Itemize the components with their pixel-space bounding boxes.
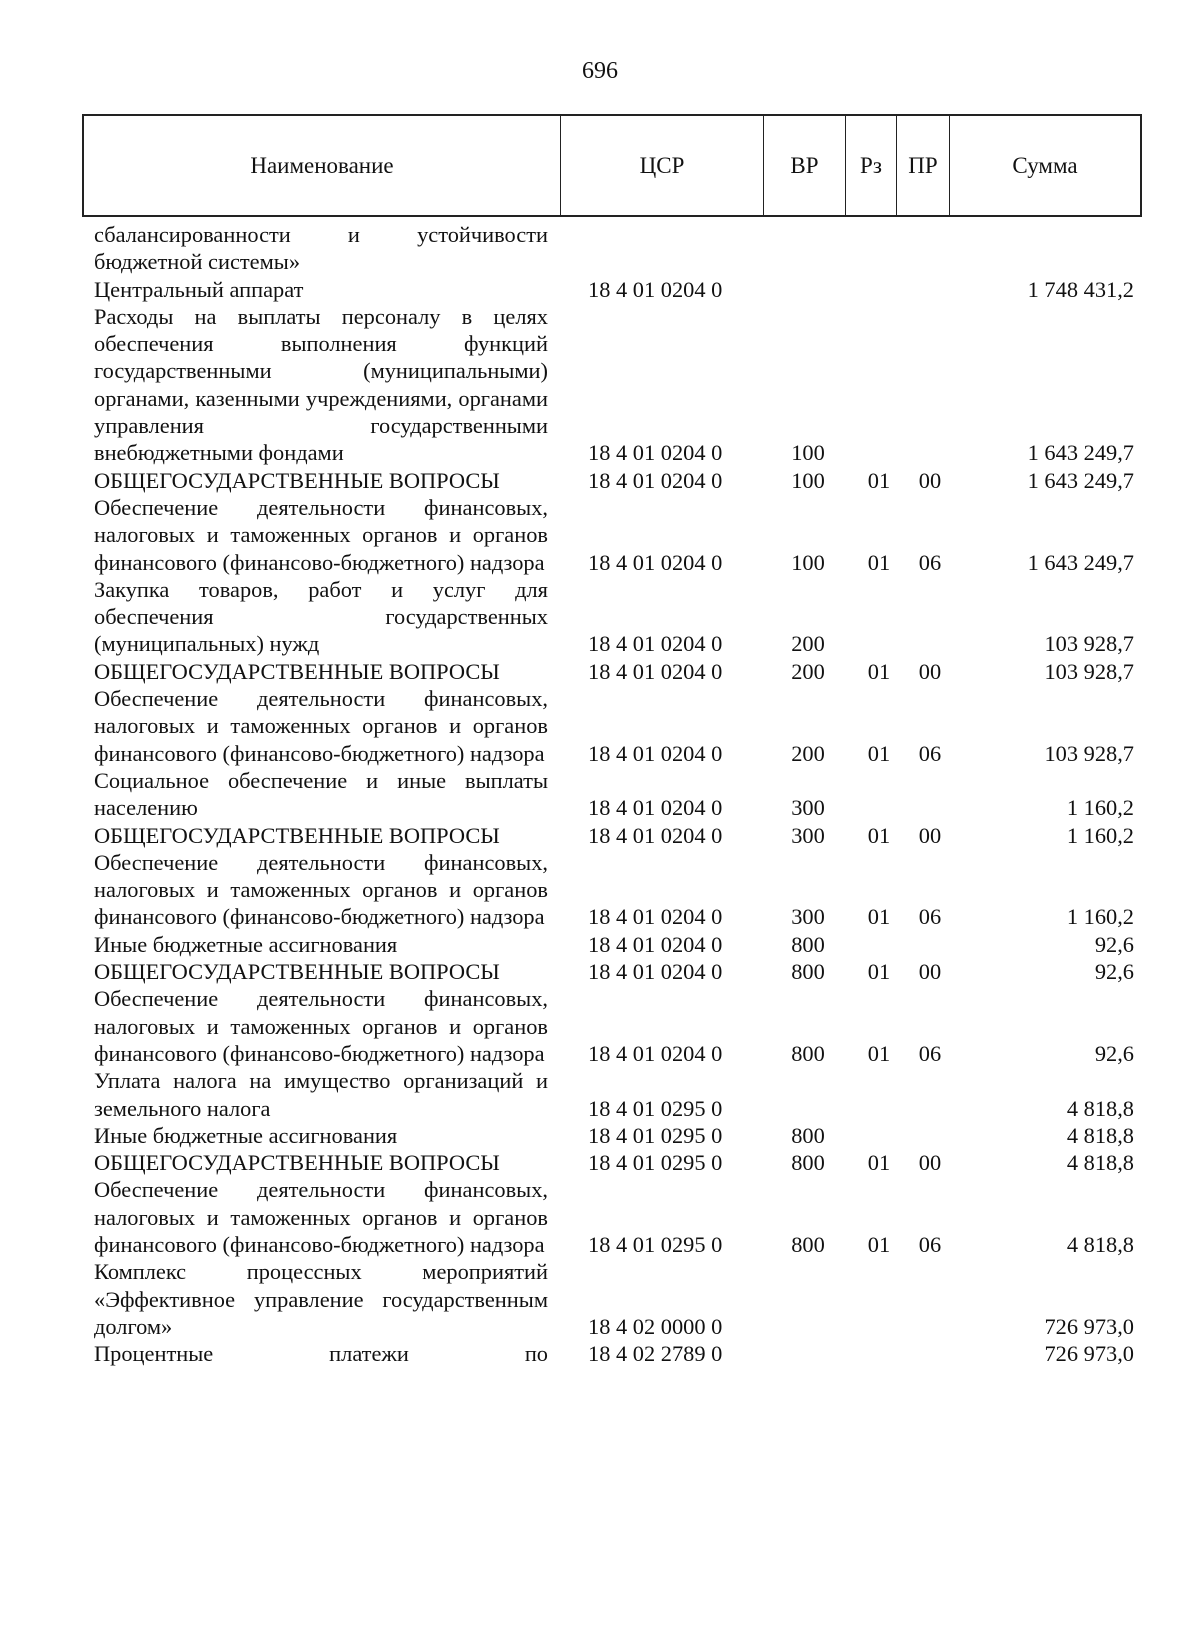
row-vr: 100	[791, 440, 825, 466]
row-rz: 01	[867, 658, 891, 684]
row-sum: 726 973,0	[1044, 1341, 1134, 1367]
table-row	[94, 494, 1134, 576]
row-rz: 01	[867, 549, 891, 575]
row-sum: 4 818,8	[1066, 1231, 1134, 1257]
row-sum: 1 748 431,2	[1027, 276, 1134, 302]
row-name: Иные бюджетные ассигнования	[94, 1122, 398, 1148]
row-sum: 103 928,7	[1044, 631, 1134, 657]
row-name: Комплекс процессных мероприятий «Эффективное управление государственным долгом»	[94, 1259, 548, 1339]
row-csr: 18 4 01 0295 0	[588, 1231, 723, 1257]
row-sum: 92,6	[1094, 1040, 1134, 1066]
row-rz: 01	[867, 959, 891, 985]
row-csr: 18 4 01 0204 0	[588, 795, 723, 821]
row-vr: 800	[791, 1122, 825, 1148]
row-sum: 1 160,2	[1066, 795, 1134, 821]
row-csr: 18 4 01 0204 0	[588, 549, 723, 575]
row-csr: 18 4 01 0204 0	[588, 740, 723, 766]
row-sum: 92,6	[1094, 931, 1134, 957]
row-name: Обеспечение деятельности финансовых, налоговых и таможенных органов и органов финансового (финансово-бюджетного) надзора	[94, 1177, 548, 1257]
table-row	[94, 1340, 1134, 1367]
header-vr: ВР	[764, 116, 846, 215]
row-name: Центральный аппарат	[94, 276, 304, 302]
row-sum: 92,6	[1094, 959, 1134, 985]
row-sum: 1 643 249,7	[1027, 440, 1134, 466]
table-row	[94, 1176, 1134, 1258]
row-pr: 00	[918, 467, 942, 493]
row-sum: 726 973,0	[1044, 1313, 1134, 1339]
header-rz: Рз	[846, 116, 897, 215]
row-name: Уплата налога на имущество организаций и земельного налога	[94, 1068, 548, 1121]
row-name: Обеспечение деятельности финансовых, налоговых и таможенных органов и органов финансового (финансово-бюджетного) надзора	[94, 986, 548, 1066]
row-rz: 01	[867, 740, 891, 766]
table-row	[94, 576, 1134, 658]
row-rz: 01	[867, 822, 891, 848]
row-name: Расходы на выплаты персоналу в целях обеспечения выполнения функций государственными (муниципальными) органами, казенными учреждениями, органами управления государственными внебюджетными фондами	[94, 303, 548, 466]
row-name: ОБЩЕГОСУДАРСТВЕННЫЕ ВОПРОСЫ	[94, 822, 500, 848]
row-vr: 300	[791, 822, 825, 848]
row-csr: 18 4 01 0204 0	[588, 440, 723, 466]
row-pr: 00	[918, 822, 942, 848]
row-pr: 00	[918, 658, 942, 684]
row-pr: 06	[918, 1231, 942, 1257]
table-row	[94, 767, 1134, 822]
row-name: Процентные платежи по	[94, 1341, 548, 1367]
row-csr: 18 4 01 0204 0	[588, 467, 723, 493]
row-vr: 300	[791, 904, 825, 930]
row-csr: 18 4 01 0204 0	[588, 658, 723, 684]
table-body	[94, 221, 1134, 1367]
row-csr: 18 4 01 0204 0	[588, 631, 723, 657]
row-sum: 4 818,8	[1066, 1150, 1134, 1176]
table-row	[94, 1149, 1134, 1176]
row-pr: 00	[918, 1150, 942, 1176]
row-csr: 18 4 01 0204 0	[588, 904, 723, 930]
table-row	[94, 958, 1134, 985]
row-vr: 100	[791, 549, 825, 575]
row-rz: 01	[867, 1231, 891, 1257]
row-name: Обеспечение деятельности финансовых, налоговых и таможенных органов и органов финансового (финансово-бюджетного) надзора	[94, 494, 548, 575]
row-name: Социальное обеспечение и иные выплаты населению	[94, 767, 548, 821]
table-row	[94, 1067, 1134, 1122]
row-rz: 01	[867, 1040, 891, 1066]
row-csr: 18 4 01 0204 0	[588, 959, 723, 985]
table-row	[94, 822, 1134, 849]
page-number: 696	[582, 58, 618, 84]
row-name: ОБЩЕГОСУДАРСТВЕННЫЕ ВОПРОСЫ	[94, 1150, 500, 1176]
row-vr: 800	[791, 931, 825, 957]
row-sum: 1 160,2	[1066, 822, 1134, 848]
row-csr: 18 4 01 0204 0	[588, 1040, 723, 1066]
header-name: Наименование	[84, 116, 561, 215]
row-name: ОБЩЕГОСУДАРСТВЕННЫЕ ВОПРОСЫ	[94, 959, 500, 985]
row-name: ОБЩЕГОСУДАРСТВЕННЫЕ ВОПРОСЫ	[94, 658, 500, 684]
row-name: Закупка товаров, работ и услуг для обеспечения государственных (муниципальных) нужд	[94, 576, 548, 657]
table-row	[94, 931, 1134, 958]
header-csr: ЦСР	[561, 116, 764, 215]
row-vr: 300	[791, 795, 825, 821]
row-rz: 01	[867, 904, 891, 930]
table-row	[94, 467, 1134, 494]
table-row	[94, 276, 1134, 303]
table-row	[94, 985, 1134, 1067]
row-name: сбалансированности и устойчивости бюджетной системы»	[94, 222, 548, 275]
table-row	[94, 849, 1134, 931]
table-row	[94, 303, 1134, 467]
row-sum: 1 643 249,7	[1027, 549, 1134, 575]
row-csr: 18 4 01 0295 0	[588, 1095, 723, 1121]
table-row	[94, 1258, 1134, 1340]
row-vr: 800	[791, 1231, 825, 1257]
header-pr: ПР	[897, 116, 950, 215]
row-vr: 800	[791, 959, 825, 985]
row-sum: 4 818,8	[1066, 1122, 1134, 1148]
row-csr: 18 4 01 0204 0	[588, 276, 723, 302]
row-sum: 103 928,7	[1044, 740, 1134, 766]
row-name: Обеспечение деятельности финансовых, налоговых и таможенных органов и органов финансового (финансово-бюджетного) надзора	[94, 849, 548, 930]
row-pr: 06	[918, 549, 942, 575]
table-row	[94, 685, 1134, 767]
row-rz: 01	[867, 467, 891, 493]
row-pr: 06	[918, 904, 942, 930]
header-sum: Сумма	[1012, 152, 1078, 178]
row-vr: 800	[791, 1150, 825, 1176]
row-csr: 18 4 02 0000 0	[588, 1313, 723, 1339]
row-pr: 06	[918, 740, 942, 766]
table-row	[94, 221, 1134, 276]
table-row	[94, 658, 1134, 685]
row-name: Обеспечение деятельности финансовых, налоговых и таможенных органов и органов финансового (финансово-бюджетного) надзора	[94, 686, 548, 766]
row-sum: 103 928,7	[1044, 658, 1134, 684]
row-vr: 200	[791, 631, 825, 657]
row-csr: 18 4 01 0204 0	[588, 822, 723, 848]
row-pr: 00	[918, 959, 942, 985]
row-sum: 1 643 249,7	[1027, 467, 1134, 493]
row-name: ОБЩЕГОСУДАРСТВЕННЫЕ ВОПРОСЫ	[94, 467, 500, 493]
table-header	[82, 114, 1142, 217]
row-name: Иные бюджетные ассигнования	[94, 931, 398, 957]
row-vr: 200	[791, 658, 825, 684]
row-sum: 1 160,2	[1066, 904, 1134, 930]
row-csr: 18 4 01 0204 0	[588, 931, 723, 957]
row-sum: 4 818,8	[1066, 1095, 1134, 1121]
row-csr: 18 4 01 0295 0	[588, 1150, 723, 1176]
table-row	[94, 1122, 1134, 1149]
row-csr: 18 4 02 2789 0	[588, 1341, 723, 1367]
row-vr: 800	[791, 1040, 825, 1066]
row-csr: 18 4 01 0295 0	[588, 1122, 723, 1148]
row-vr: 200	[791, 740, 825, 766]
row-pr: 06	[918, 1040, 942, 1066]
row-vr: 100	[791, 467, 825, 493]
row-rz: 01	[867, 1150, 891, 1176]
